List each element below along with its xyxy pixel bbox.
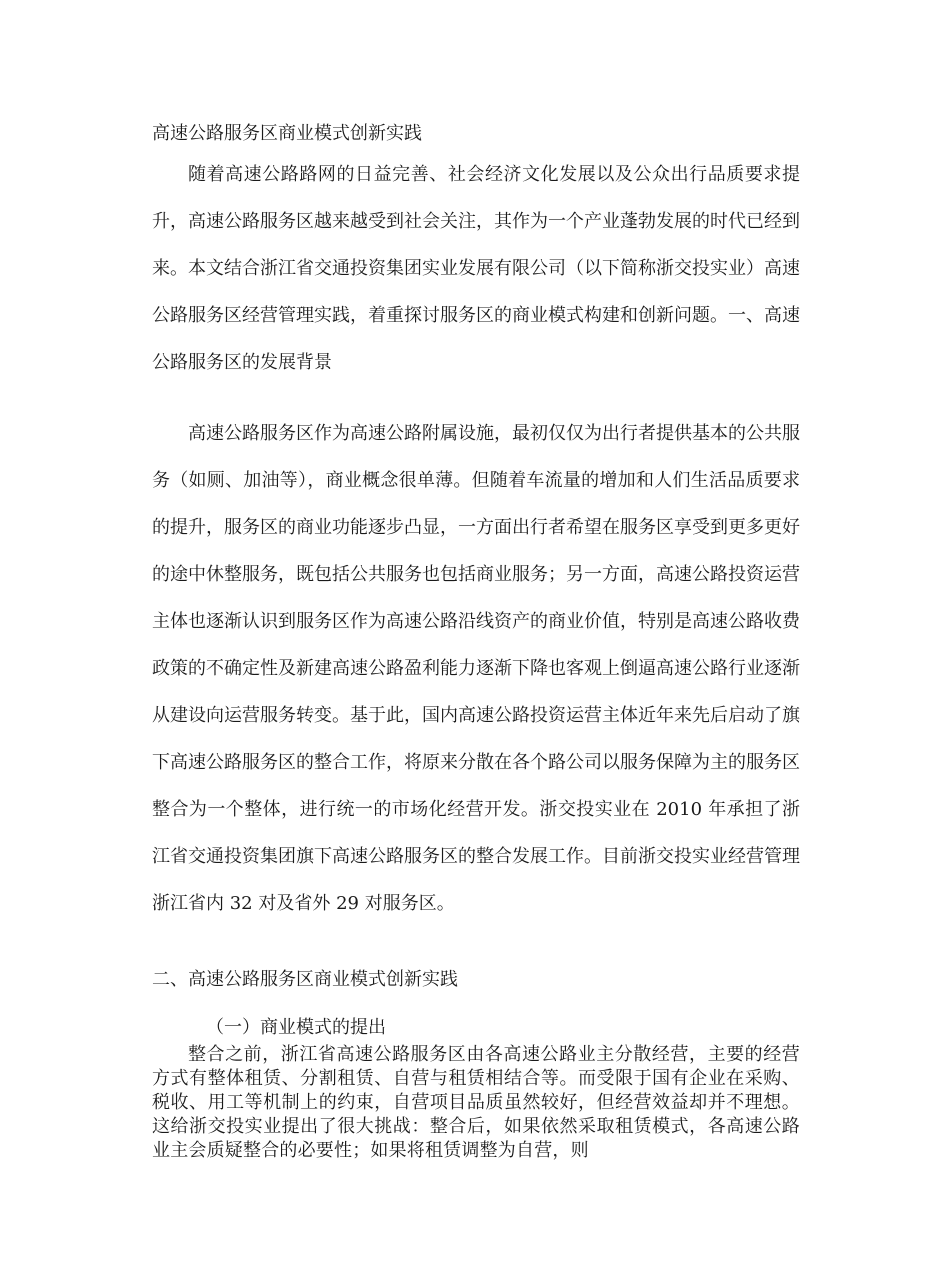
section-heading: 二、高速公路服务区商业模式创新实践 — [152, 969, 458, 990]
paragraph-background: 高速公路服务区作为高速公路附属设施，最初仅仅为出行者提供基本的公共服务（如厕、加油等），商业概念很单薄。但随着车流量的增加和人们生活品质要求的提升，服务区的商业功能逐步凸显，一方面出行者希望在服务区享受到更多更好的途中休整服务，既包括公共服务也包括商业服务；另一方面，高速公路投资运营主体也逐渐认识到服务区作为高速公路沿线资产的商业价值，特别是高速公路收费政策的不确定性及新建高速公路盈利能力逐渐下降也客观上倒逼高速公路行业逐渐从建设向运营服务转变。基于此，国内高速公路投资运营主体近年来先后启动了旗下高速公路服务区的整合工作，将原来分散在各个路公司以服务保障为主的服务区整合为一个整体，进行统一的市场化经营开发。浙交投实业在 2010 年承担了浙江省交通投资集团旗下高速公路服务区的整合发展工作。目前浙交投实业经营管理浙江省内 32 对及省外 29 对服务区。 — [152, 423, 800, 914]
subsection-heading: （一）商业模式的提出 — [206, 1017, 386, 1038]
paragraph-intro: 随着高速公路路网的日益完善、社会经济文化发展以及公众出行品质要求提升，高速公路服务区越来越受到社会关注，其作为一个产业蓬勃发展的时代已经到来。本文结合浙江省交通投资集团实业发展有限公司（以下简称浙交投实业）高速公路服务区经营管理实践，着重探讨服务区的商业模式构建和创新问题。一、高速公路服务区的发展背景 — [152, 164, 800, 373]
paragraph-business-model: 整合之前，浙江省高速公路服务区由各高速公路业主分散经营，主要的经营方式有整体租赁、分割租赁、自营与租赁相结合等。而受限于国有企业在采购、税收、用工等机制上的约束，自营项目品质虽然较好，但经营效益却并不理想。这给浙交投实业提出了很大挑战：整合后，如果依然采取租赁模式，各高速公路业主会质疑整合的必要性；如果将租赁调整为自营，则 — [152, 1044, 800, 1161]
document-title: 高速公路服务区商业模式创新实践 — [152, 123, 422, 144]
